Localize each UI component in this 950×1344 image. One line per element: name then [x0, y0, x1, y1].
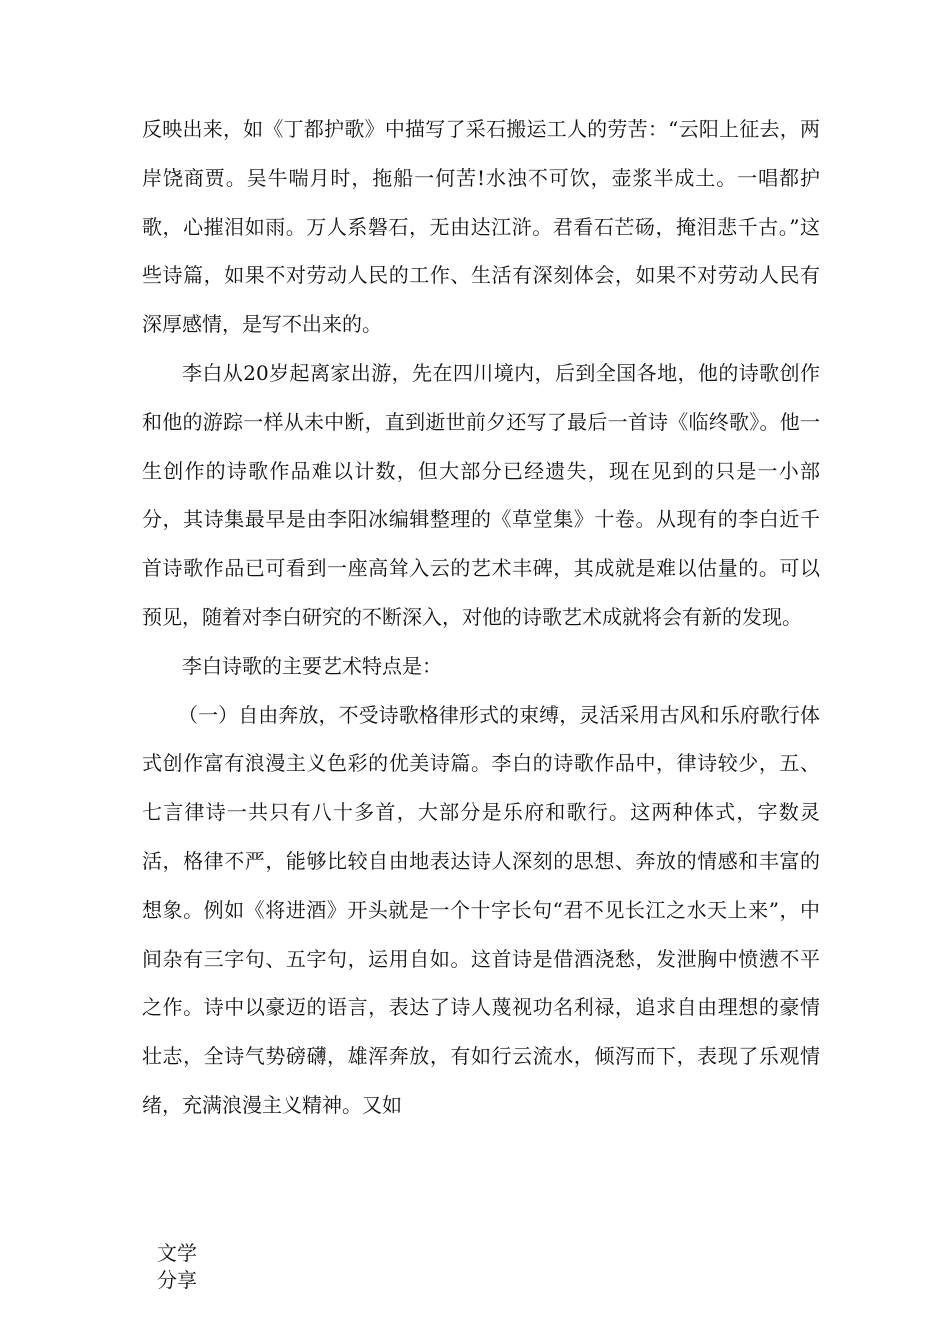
- paragraph-libai-travels: 李白从20岁起离家出游，先在四川境内，后到全国各地，他的诗歌创作和他的游踪一样从未中断，直到逝世前夕还写了最后一首诗《临终歌》。他一生创作的诗歌作品难以计数，但大部分已经遗失，现在见到的只是一小部分，其诗集最早是由李阳冰编辑整理的《草堂集》十卷。从现有的李白近千首诗歌作品已可看到一座高耸入云的艺术丰碑，其成就是难以估量的。可以预见，随着对李白研究的不断深入，对他的诗歌艺术成就将会有新的发现。: [142, 360, 820, 629]
- document-body: [142, 105, 820, 1130]
- paragraph-feature-one: （一）自由奔放，不受诗歌格律形式的束缚，灵活采用古风和乐府歌行体式创作富有浪漫主义色彩的优美诗篇。李白的诗歌作品中，律诗较少，五、七言律诗一共只有八十多首，大部分是乐府和歌行。这两种体式，字数灵活，格律不严，能够比较自由地表达诗人深刻的思想、奔放的情感和丰富的想象。例如《将进酒》开头就是一个十字长句“君不见长江之水天上来”，中间杂有三字句、五字句，运用自如。这首诗是借酒浇愁，发泄胸中愤懑不平之作。诗中以豪迈的语言，表达了诗人蔑视功名利禄，追求自由理想的豪情壮志，全诗气势磅礴，雄浑奔放，有如行云流水，倾泻而下，表现了乐观情绪，充满浪漫主义精神。又如: [142, 702, 820, 1117]
- footer-label: [157, 1240, 217, 1294]
- footer-line-2: 分享: [157, 1268, 197, 1292]
- paragraph-features-heading: 李白诗歌的主要艺术特点是：: [182, 653, 442, 678]
- footer-line-1: 文学: [157, 1241, 197, 1265]
- paragraph-continuation: 反映出来，如《丁都护歌》中描写了采石搬运工人的劳苦：“云阳上征去，两岸饶商贾。吴牛喘月时，拖船一何苦!水浊不可饮，壶浆半成土。一唱都护歌，心摧泪如雨。万人系磐石，无由达江浒。君看石芒砀，掩泪悲千古。”这些诗篇，如果不对劳动人民的工作、生活有深刻体会，如果不对劳动人民有深厚感情，是写不出来的。: [142, 117, 820, 337]
